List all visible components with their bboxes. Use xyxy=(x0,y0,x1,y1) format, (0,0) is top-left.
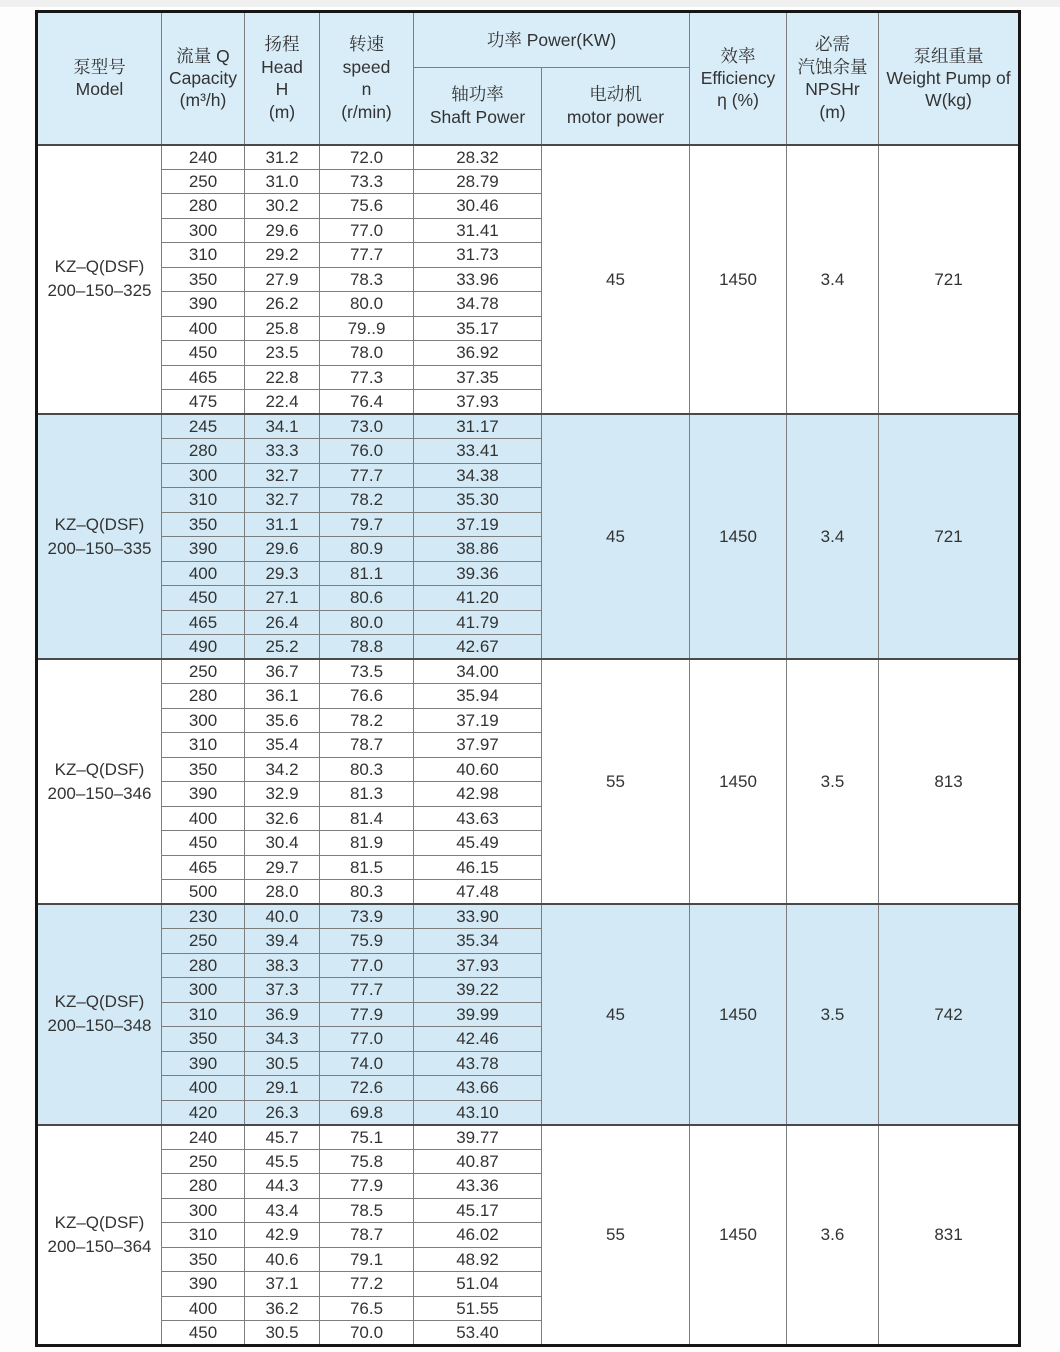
speed-cell: 72.6 xyxy=(320,1076,414,1101)
head-cell: 31.0 xyxy=(245,169,320,194)
model-line: 200–150–325 xyxy=(47,281,152,301)
shaft-power-cell: 37.93 xyxy=(414,390,542,415)
shaft-power-cell: 36.92 xyxy=(414,341,542,366)
capacity-cell: 280 xyxy=(162,684,245,709)
speed-cell: 78.7 xyxy=(320,1223,414,1248)
capacity-cell: 280 xyxy=(162,1174,245,1199)
capacity-cell: 465 xyxy=(162,855,245,880)
head-cell: 32.9 xyxy=(245,782,320,807)
head-cell: 34.3 xyxy=(245,1027,320,1052)
shaft-power-cell: 48.92 xyxy=(414,1247,542,1272)
speed-cell: 75.6 xyxy=(320,194,414,219)
speed-cell: 77.0 xyxy=(320,953,414,978)
shaft-power-cell: 46.15 xyxy=(414,855,542,880)
speed-cell: 75.8 xyxy=(320,1149,414,1174)
head-cell: 33.3 xyxy=(245,439,320,464)
header-efficiency xyxy=(690,12,787,145)
speed-cell: 78.5 xyxy=(320,1198,414,1223)
shaft-power-cell: 35.30 xyxy=(414,488,542,513)
head-cell: 30.2 xyxy=(245,194,320,219)
header-line: (m) xyxy=(819,101,846,122)
head-cell: 25.2 xyxy=(245,635,320,660)
capacity-cell: 390 xyxy=(162,292,245,317)
header-line: 汽蚀余量 xyxy=(797,56,868,77)
shaft-power-cell: 34.78 xyxy=(414,292,542,317)
shaft-power-cell: 30.46 xyxy=(414,194,542,219)
capacity-cell: 390 xyxy=(162,1051,245,1076)
capacity-cell: 450 xyxy=(162,831,245,856)
capacity-cell: 280 xyxy=(162,953,245,978)
shaft-power-cell: 35.94 xyxy=(414,684,542,709)
head-cell: 22.8 xyxy=(245,365,320,390)
header-line: 必需 xyxy=(815,34,850,55)
speed-cell: 80.9 xyxy=(320,537,414,562)
head-cell: 26.3 xyxy=(245,1100,320,1125)
capacity-cell: 250 xyxy=(162,1149,245,1174)
header-power: 功率 Power(KW) xyxy=(414,12,690,68)
shaft-power-cell: 34.38 xyxy=(414,463,542,488)
header-line: (m³/h) xyxy=(179,90,227,111)
shaft-power-cell: 40.87 xyxy=(414,1149,542,1174)
efficiency-cell: 1450 xyxy=(690,1125,787,1346)
npshr-cell: 3.4 xyxy=(787,145,879,415)
speed-cell: 77.0 xyxy=(320,218,414,243)
model-cell xyxy=(37,414,162,659)
capacity-cell: 420 xyxy=(162,1100,245,1125)
head-cell: 30.5 xyxy=(245,1321,320,1346)
head-cell: 36.2 xyxy=(245,1296,320,1321)
model-cell xyxy=(37,145,162,415)
shaft-power-cell: 31.41 xyxy=(414,218,542,243)
shaft-power-cell: 28.32 xyxy=(414,145,542,170)
shaft-power-cell: 31.73 xyxy=(414,243,542,268)
capacity-cell: 465 xyxy=(162,365,245,390)
table-row xyxy=(37,1125,1020,1150)
speed-cell: 73.3 xyxy=(320,169,414,194)
header-line: speed xyxy=(342,56,391,77)
header-line: Efficiency xyxy=(700,68,776,89)
head-cell: 35.6 xyxy=(245,708,320,733)
speed-cell: 80.3 xyxy=(320,880,414,905)
shaft-power-cell: 47.48 xyxy=(414,880,542,905)
speed-cell: 75.1 xyxy=(320,1125,414,1150)
speed-cell: 79.7 xyxy=(320,512,414,537)
head-cell: 32.6 xyxy=(245,806,320,831)
capacity-cell: 300 xyxy=(162,463,245,488)
capacity-cell: 475 xyxy=(162,390,245,415)
header-line: 流量 Q xyxy=(176,45,230,66)
table-row xyxy=(37,659,1020,684)
model-line: 200–150–348 xyxy=(47,1016,152,1036)
model-line: 200–150–364 xyxy=(47,1236,152,1256)
capacity-cell: 245 xyxy=(162,414,245,439)
head-cell: 36.1 xyxy=(245,684,320,709)
capacity-cell: 250 xyxy=(162,169,245,194)
header-line: η (%) xyxy=(717,90,759,111)
head-cell: 29.7 xyxy=(245,855,320,880)
head-cell: 40.0 xyxy=(245,904,320,929)
capacity-cell: 300 xyxy=(162,978,245,1003)
model-line: KZ–Q(DSF) xyxy=(54,759,145,779)
speed-cell: 75.9 xyxy=(320,929,414,954)
efficiency-cell: 1450 xyxy=(690,414,787,659)
shaft-power-cell: 35.17 xyxy=(414,316,542,341)
speed-cell: 80.6 xyxy=(320,586,414,611)
capacity-cell: 390 xyxy=(162,782,245,807)
motor-power-cell: 45 xyxy=(542,414,690,659)
speed-cell: 81.1 xyxy=(320,561,414,586)
capacity-cell: 390 xyxy=(162,1272,245,1297)
capacity-cell: 240 xyxy=(162,145,245,170)
shaft-power-cell: 43.66 xyxy=(414,1076,542,1101)
capacity-cell: 310 xyxy=(162,243,245,268)
shaft-power-cell: 39.77 xyxy=(414,1125,542,1150)
shaft-power-cell: 42.67 xyxy=(414,635,542,660)
capacity-cell: 300 xyxy=(162,1198,245,1223)
shaft-power-cell: 46.02 xyxy=(414,1223,542,1248)
capacity-cell: 250 xyxy=(162,659,245,684)
capacity-cell: 390 xyxy=(162,537,245,562)
head-cell: 29.2 xyxy=(245,243,320,268)
capacity-cell: 500 xyxy=(162,880,245,905)
capacity-cell: 280 xyxy=(162,194,245,219)
speed-cell: 80.0 xyxy=(320,610,414,635)
shaft-power-cell: 33.41 xyxy=(414,439,542,464)
head-cell: 45.5 xyxy=(245,1149,320,1174)
speed-cell: 77.0 xyxy=(320,1027,414,1052)
model-line: KZ–Q(DSF) xyxy=(54,1212,145,1232)
head-cell: 31.2 xyxy=(245,145,320,170)
header-line: 泵组重量 xyxy=(913,45,984,66)
speed-cell: 78.8 xyxy=(320,635,414,660)
weight-cell: 831 xyxy=(879,1125,1020,1346)
capacity-cell: 310 xyxy=(162,1002,245,1027)
capacity-cell: 350 xyxy=(162,1027,245,1052)
header-line: 扬程 xyxy=(264,34,300,55)
capacity-cell: 450 xyxy=(162,586,245,611)
efficiency-cell: 1450 xyxy=(690,145,787,415)
model-line: 200–150–346 xyxy=(47,783,152,803)
header-line: 转速 xyxy=(349,34,384,55)
capacity-cell: 400 xyxy=(162,561,245,586)
capacity-cell: 250 xyxy=(162,929,245,954)
model-line: KZ–Q(DSF) xyxy=(54,257,145,277)
weight-cell: 742 xyxy=(879,904,1020,1125)
head-cell: 26.4 xyxy=(245,610,320,635)
npshr-cell: 3.5 xyxy=(787,904,879,1125)
shaft-power-cell: 33.96 xyxy=(414,267,542,292)
head-cell: 43.4 xyxy=(245,1198,320,1223)
shaft-power-cell: 37.19 xyxy=(414,708,542,733)
shaft-power-cell: 31.17 xyxy=(414,414,542,439)
npshr-cell: 3.4 xyxy=(787,414,879,659)
head-cell: 39.4 xyxy=(245,929,320,954)
speed-cell: 81.4 xyxy=(320,806,414,831)
speed-cell: 77.7 xyxy=(320,463,414,488)
header-line: n xyxy=(361,79,372,100)
head-cell: 36.9 xyxy=(245,1002,320,1027)
weight-cell: 721 xyxy=(879,145,1020,415)
shaft-power-cell: 45.49 xyxy=(414,831,542,856)
head-cell: 22.4 xyxy=(245,390,320,415)
header-weight xyxy=(879,12,1020,145)
pump-spec-table xyxy=(35,10,1021,1347)
head-cell: 36.7 xyxy=(245,659,320,684)
head-cell: 32.7 xyxy=(245,488,320,513)
speed-cell: 73.9 xyxy=(320,904,414,929)
capacity-cell: 230 xyxy=(162,904,245,929)
capacity-cell: 300 xyxy=(162,708,245,733)
speed-cell: 81.5 xyxy=(320,855,414,880)
shaft-power-cell: 37.97 xyxy=(414,733,542,758)
speed-cell: 77.3 xyxy=(320,365,414,390)
speed-cell: 77.7 xyxy=(320,978,414,1003)
shaft-power-cell: 41.79 xyxy=(414,610,542,635)
shaft-power-cell: 40.60 xyxy=(414,757,542,782)
capacity-cell: 400 xyxy=(162,1076,245,1101)
shaft-power-cell: 37.19 xyxy=(414,512,542,537)
shaft-power-cell: 34.00 xyxy=(414,659,542,684)
head-cell: 23.5 xyxy=(245,341,320,366)
shaft-power-cell: 37.93 xyxy=(414,953,542,978)
shaft-power-cell: 39.36 xyxy=(414,561,542,586)
capacity-cell: 300 xyxy=(162,218,245,243)
speed-cell: 79..9 xyxy=(320,316,414,341)
model-cell xyxy=(37,904,162,1125)
head-cell: 40.6 xyxy=(245,1247,320,1272)
head-cell: 42.9 xyxy=(245,1223,320,1248)
header-line: (m) xyxy=(268,101,296,122)
head-cell: 35.4 xyxy=(245,733,320,758)
speed-cell: 80.0 xyxy=(320,292,414,317)
capacity-cell: 350 xyxy=(162,757,245,782)
header-line: 泵型号 xyxy=(73,56,126,77)
capacity-cell: 350 xyxy=(162,512,245,537)
head-cell: 25.8 xyxy=(245,316,320,341)
head-cell: 29.6 xyxy=(245,537,320,562)
speed-cell: 79.1 xyxy=(320,1247,414,1272)
header-line: Capacity xyxy=(168,68,238,89)
shaft-power-cell: 39.22 xyxy=(414,978,542,1003)
shaft-power-cell: 43.36 xyxy=(414,1174,542,1199)
motor-power-cell: 45 xyxy=(542,145,690,415)
speed-cell: 80.3 xyxy=(320,757,414,782)
header-line: Model xyxy=(75,79,124,100)
speed-cell: 74.0 xyxy=(320,1051,414,1076)
head-cell: 37.3 xyxy=(245,978,320,1003)
header-row-top xyxy=(37,12,1020,68)
capacity-cell: 280 xyxy=(162,439,245,464)
motor-power-cell: 55 xyxy=(542,659,690,904)
shaft-power-cell: 41.20 xyxy=(414,586,542,611)
head-cell: 38.3 xyxy=(245,953,320,978)
shaft-power-cell: 51.55 xyxy=(414,1296,542,1321)
model-line: 200–150–335 xyxy=(47,538,152,558)
motor-power-cell: 55 xyxy=(542,1125,690,1346)
capacity-cell: 400 xyxy=(162,1296,245,1321)
capacity-cell: 400 xyxy=(162,316,245,341)
npshr-cell: 3.6 xyxy=(787,1125,879,1346)
shaft-power-cell: 43.10 xyxy=(414,1100,542,1125)
shaft-power-cell: 35.34 xyxy=(414,929,542,954)
head-cell: 29.3 xyxy=(245,561,320,586)
header-line: NPSHr xyxy=(805,79,860,100)
shaft-power-cell: 43.78 xyxy=(414,1051,542,1076)
header-model xyxy=(37,12,162,145)
speed-cell: 77.9 xyxy=(320,1174,414,1199)
shaft-power-cell: 43.63 xyxy=(414,806,542,831)
head-cell: 44.3 xyxy=(245,1174,320,1199)
page-top-strip xyxy=(0,0,1060,7)
header-head xyxy=(245,12,320,145)
efficiency-cell: 1450 xyxy=(690,904,787,1125)
model-line: KZ–Q(DSF) xyxy=(54,992,145,1012)
shaft-power-cell: 53.40 xyxy=(414,1321,542,1346)
header-line: 效率 xyxy=(720,45,756,66)
speed-cell: 77.9 xyxy=(320,1002,414,1027)
head-cell: 29.1 xyxy=(245,1076,320,1101)
capacity-cell: 310 xyxy=(162,733,245,758)
speed-cell: 73.0 xyxy=(320,414,414,439)
weight-cell: 721 xyxy=(879,414,1020,659)
head-cell: 31.1 xyxy=(245,512,320,537)
capacity-cell: 240 xyxy=(162,1125,245,1150)
weight-cell: 813 xyxy=(879,659,1020,904)
head-cell: 34.1 xyxy=(245,414,320,439)
shaft-power-cell: 28.79 xyxy=(414,169,542,194)
speed-cell: 78.3 xyxy=(320,267,414,292)
speed-cell: 76.4 xyxy=(320,390,414,415)
speed-cell: 76.0 xyxy=(320,439,414,464)
speed-cell: 78.0 xyxy=(320,341,414,366)
model-cell xyxy=(37,659,162,904)
head-cell: 30.4 xyxy=(245,831,320,856)
header-line: Head xyxy=(261,56,303,77)
head-cell: 27.9 xyxy=(245,267,320,292)
header-capacity xyxy=(162,12,245,145)
capacity-cell: 310 xyxy=(162,488,245,513)
shaft-power-cell: 42.98 xyxy=(414,782,542,807)
head-cell: 26.2 xyxy=(245,292,320,317)
head-cell: 27.1 xyxy=(245,586,320,611)
capacity-cell: 350 xyxy=(162,1247,245,1272)
header-speed xyxy=(320,12,414,145)
speed-cell: 77.7 xyxy=(320,243,414,268)
capacity-cell: 450 xyxy=(162,1321,245,1346)
header-line: Weight Pump of xyxy=(886,68,1011,89)
speed-cell: 78.2 xyxy=(320,488,414,513)
speed-cell: 81.3 xyxy=(320,782,414,807)
speed-cell: 78.7 xyxy=(320,733,414,758)
capacity-cell: 400 xyxy=(162,806,245,831)
table-body xyxy=(37,145,1020,1346)
shaft-power-cell: 42.46 xyxy=(414,1027,542,1052)
header-line: H xyxy=(275,79,289,100)
head-cell: 45.7 xyxy=(245,1125,320,1150)
speed-cell: 76.6 xyxy=(320,684,414,709)
shaft-power-cell: 38.86 xyxy=(414,537,542,562)
head-cell: 37.1 xyxy=(245,1272,320,1297)
shaft-power-cell: 45.17 xyxy=(414,1198,542,1223)
shaft-power-cell: 37.35 xyxy=(414,365,542,390)
header-npshr xyxy=(787,12,879,145)
capacity-cell: 310 xyxy=(162,1223,245,1248)
efficiency-cell: 1450 xyxy=(690,659,787,904)
header-line: Shaft Power xyxy=(429,106,526,127)
speed-cell: 72.0 xyxy=(320,145,414,170)
shaft-power-cell: 33.90 xyxy=(414,904,542,929)
speed-cell: 73.5 xyxy=(320,659,414,684)
shaft-power-cell: 39.99 xyxy=(414,1002,542,1027)
model-cell xyxy=(37,1125,162,1346)
capacity-cell: 450 xyxy=(162,341,245,366)
speed-cell: 78.2 xyxy=(320,708,414,733)
table-row xyxy=(37,145,1020,170)
header-line: W(kg) xyxy=(925,90,972,111)
head-cell: 29.6 xyxy=(245,218,320,243)
speed-cell: 76.5 xyxy=(320,1296,414,1321)
header-motor-power xyxy=(542,68,690,145)
model-line: KZ–Q(DSF) xyxy=(54,514,145,534)
speed-cell: 69.8 xyxy=(320,1100,414,1125)
motor-power-cell: 45 xyxy=(542,904,690,1125)
shaft-power-cell: 51.04 xyxy=(414,1272,542,1297)
head-cell: 34.2 xyxy=(245,757,320,782)
head-cell: 30.5 xyxy=(245,1051,320,1076)
header-shaft-power xyxy=(414,68,542,145)
speed-cell: 70.0 xyxy=(320,1321,414,1346)
capacity-cell: 465 xyxy=(162,610,245,635)
header-line: 电动机 xyxy=(589,84,642,105)
table-row xyxy=(37,414,1020,439)
capacity-cell: 490 xyxy=(162,635,245,660)
header-line: motor power xyxy=(566,106,665,127)
table-row xyxy=(37,904,1020,929)
npshr-cell: 3.5 xyxy=(787,659,879,904)
header-line: 轴功率 xyxy=(451,84,504,105)
speed-cell: 77.2 xyxy=(320,1272,414,1297)
header-line: (r/min) xyxy=(341,101,392,122)
capacity-cell: 350 xyxy=(162,267,245,292)
table-header xyxy=(37,12,1020,145)
head-cell: 32.7 xyxy=(245,463,320,488)
speed-cell: 81.9 xyxy=(320,831,414,856)
head-cell: 28.0 xyxy=(245,880,320,905)
